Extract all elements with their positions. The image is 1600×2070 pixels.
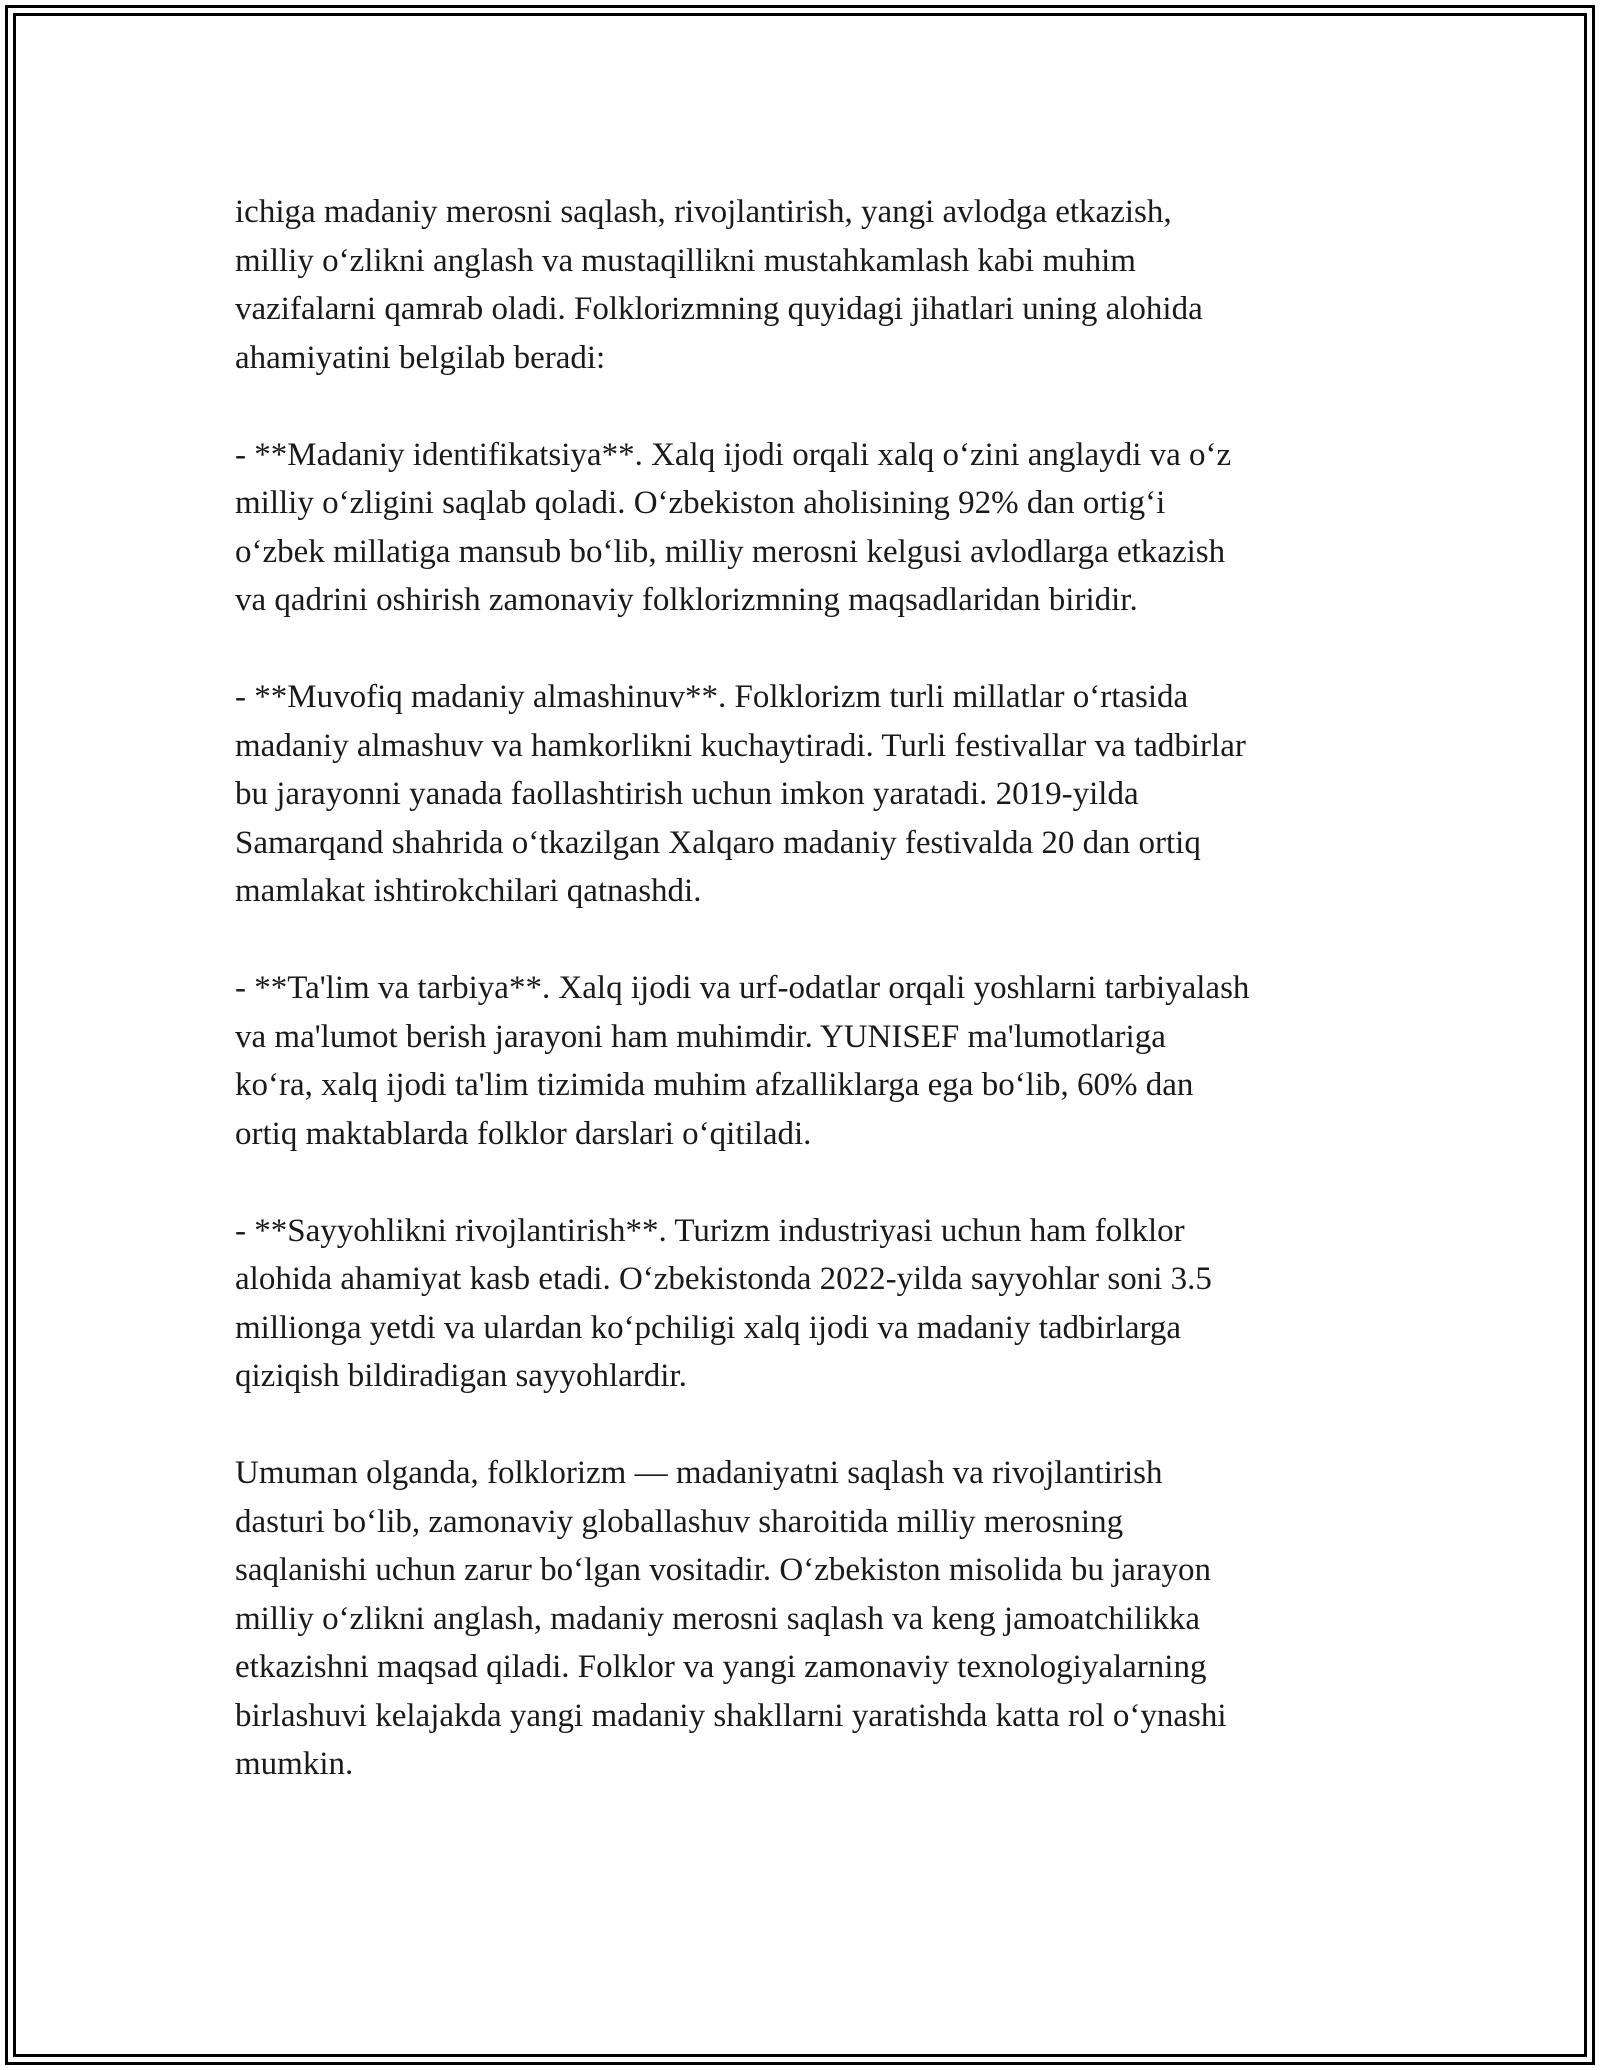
bullet-talim-va-tarbiya: - **Ta'lim va tarbiya**. Xalq ijodi va urf-odatlar orqali yoshlarni tarbiyalash va ma'lumot berish jarayoni ham muhimdir. YUNISEF ma'lumotlariga ko‘ra, xalq ijodi ta'lim tizimida muhim afzalliklarga ega bo‘lib, 60% dan ortiq maktablarda folklor darslari o‘qitiladi. [235,970,1250,1152]
document-body [235,188,1375,1789]
intro-paragraph: ichiga madaniy merosni saqlash, rivojlantirish, yangi avlodga etkazish, milliy o‘zlikni anglash va mustaqillikni mustahkamlash kabi muhim vazifalarni qamrab oladi. Folklorizmning quyidagi jihatlari uning alohida ahamiyatini belgilab beradi: [235,194,1203,376]
conclusion-paragraph: Umuman olganda, folklorizm — madaniyatni saqlash va rivojlantirish dasturi bo‘lib, zamonaviy globallashuv sharoitida milliy merosning saqlanishi uchun zarur bo‘lgan vositadir. O‘zbekiston misolida bu jarayon milliy o‘zlikni anglash, madaniy merosni saqlash va keng jamoatchilikka etkazishni maqsad qiladi. Folklor va yangi zamonaviy texnologiyalarning birlashuvi kelajakda yangi madaniy shakllarni yaratishda katta rol o‘ynashi mumkin. [235,1455,1227,1782]
bullet-sayyohlikni-rivojlantirish: - **Sayyohlikni rivojlantirish**. Turizm industriyasi uchun ham folklor alohida ahamiyat kasb etadi. O‘zbekistonda 2022-yilda sayyohlar soni 3.5 millionga yetdi va ulardan ko‘pchiligi xalq ijodi va madaniy tadbirlarga qiziqish bildiradigan sayyohlardir. [235,1212,1212,1394]
bullet-madaniy-identifikatsiya: - **Madaniy identifikatsiya**. Xalq ijodi orqali xalq o‘zini anglaydi va o‘z milliy o‘zligini saqlab qoladi. O‘zbekiston aholisining 92% dan ortig‘i o‘zbek millatiga mansub bo‘lib, milliy merosni kelgusi avlodlarga etkazish va qadrini oshirish zamonaviy folklorizmning maqsadlaridan biridir. [235,436,1232,618]
bullet-muvofiq-madaniy-almashinuv: - **Muvofiq madaniy almashinuv**. Folklorizm turli millatlar o‘rtasida madaniy almashuv va hamkorlikni kuchaytiradi. Turli festivallar va tadbirlar bu jarayonni yanada faollashtirish uchun imkon yaratadi. 2019-yilda Samarqand shahrida o‘tkazilgan Xalqaro madaniy festivalda 20 dan ortiq mamlakat ishtirokchilari qatnashdi. [235,679,1246,909]
